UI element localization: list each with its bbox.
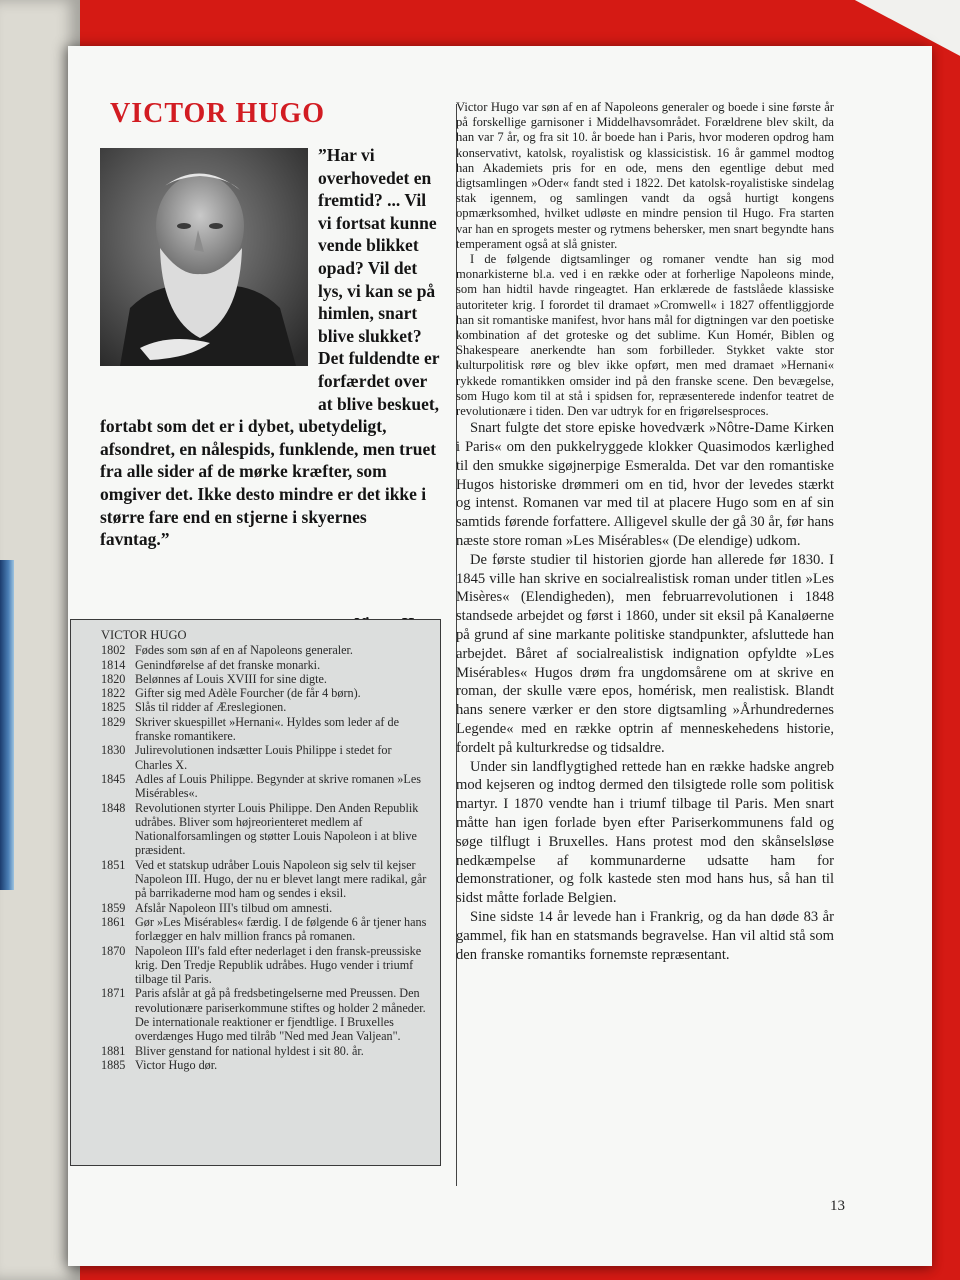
timeline-entry xyxy=(101,1044,430,1058)
timeline-year: 1814 xyxy=(101,657,126,672)
timeline-year: 1861 xyxy=(101,914,126,929)
timeline-entry xyxy=(101,915,430,944)
quote-block xyxy=(100,144,440,551)
timeline-entry xyxy=(101,700,430,714)
adjacent-page-image xyxy=(0,560,14,890)
timeline-header: VICTOR HUGO xyxy=(101,628,187,642)
timeline-entry xyxy=(101,901,430,915)
timeline-year: 1885 xyxy=(101,1057,126,1072)
timeline-entry xyxy=(101,672,430,686)
timeline-text: Victor Hugo dør. xyxy=(135,1057,218,1072)
timeline-year: 1870 xyxy=(101,943,126,958)
timeline-entry xyxy=(101,1058,430,1072)
timeline-year: 1881 xyxy=(101,1043,126,1058)
timeline-text: Gifter sig med Adèle Fourcher (de får 4 børn). xyxy=(135,686,361,701)
timeline-entry xyxy=(101,686,430,700)
timeline-text: Revolutionen styrter Louis Philippe. Den Anden Republik udråbes. Bliver som højreorienteret medlem af Nationalforsamlingen og støtter Louis Napoleon i at blive præsident. xyxy=(135,800,419,858)
page-title: VICTOR HUGO xyxy=(110,98,326,129)
magazine-page xyxy=(68,46,932,1266)
timeline-entry xyxy=(101,986,430,1043)
timeline-text: Afslår Napoleon III's tilbud om amnesti. xyxy=(135,900,333,915)
timeline-entry xyxy=(101,858,430,901)
timeline-year: 1859 xyxy=(101,900,126,915)
timeline-year: 1802 xyxy=(101,643,126,658)
timeline-text: Skriver skuespillet »Hernani«. Hyldes som leder af de franske romantikere. xyxy=(135,714,399,744)
article-paragraph: Victor Hugo var søn af en af Napoleons generaler og boede i sine første år på forskellige garnisoner i Middelhavsområdet. Forældrene blev skilt, da han var 7 år, og fra sit 10. år boede han i Paris, hvor moderen opdrog ham konservativt, katolsk, royalistisk og klassicistisk. 16 år gammel modtog han Akademiets pris for en ode, mens den egentlige debut med digtsamlingen »Oder« fandt sted i 1822. Det katolsk-royalistiske sindelag stak igennem, og samlingen vandt da også hurtigt kongens opmærksomhed, hvilket udløste en mindre pension til Hugo. Fra starten var han en sprogets mester og rytmens behersker, men snart begyndte hans temperament også at slå gnister. xyxy=(456,100,834,251)
timeline-text: Belønnes af Louis XVIII for sine digte. xyxy=(135,671,327,686)
timeline-text: Ved et statskup udråber Louis Napoleon sig selv til kejser Napoleon III. Hugo, der nu er blevet langt mere radikal, går på barrikaderne mod ham og sendes i eksil. xyxy=(135,857,427,901)
timeline-text: Fødes som søn af en af Napoleons generaler. xyxy=(135,643,353,658)
timeline-entry xyxy=(101,658,430,672)
timeline-text: Slås til ridder af Æreslegionen. xyxy=(135,700,287,715)
timeline-year: 1848 xyxy=(101,800,126,815)
article-column xyxy=(456,100,834,964)
timeline-entry xyxy=(101,772,430,801)
timeline-year: 1825 xyxy=(101,700,126,715)
quote-float-spacer xyxy=(100,144,318,400)
timeline-box xyxy=(70,619,441,1166)
quote-text: ”Har vi overhovedet en fremtid? ... Vil vi fortsat kunne vende blikket opad? Vil det lys, vi kan se på himlen, snart blive slukket? Det fuldendte er forfærdet over at blive beskuet, fortabt som det er i dybet, ubetydeligt, afsondret, en nålespids, funklende, men truet fra alle sider af de mørke kræfter, som omgiver det. Ikke desto mindre er det ikke i større fare end en stjerne i skyernes favntag.” xyxy=(100,145,440,550)
timeline-entry xyxy=(101,944,430,987)
timeline-text: Adles af Louis Philippe. Begynder at skrive romanen »Les Misérables«. xyxy=(135,771,422,801)
article-paragraph: Sine sidste 14 år levede han i Frankrig, og da han døde 83 år gammel, fik han en statsmands begravelse. Han vil altid stå som den franske romantiks fornemste repræsentant. xyxy=(456,908,834,963)
timeline-text: Genindførelse af det franske monarki. xyxy=(135,657,321,672)
timeline-text: Paris afslår at gå på fredsbetingelserne med Preussen. Den revolutionære pariserkommune stiftes og holder 2 måneder. De internationale reaktioner er fjendtlige. I Bruxelles overdænges Hugo med tilråb "Ned med Jean Valjean". xyxy=(135,986,426,1044)
timeline-year: 1871 xyxy=(101,986,126,1001)
article-paragraph: Snart fulgte det store episke hovedværk »Nôtre-Dame Kirken i Paris« om den pukkelryggede klokker Quasimodos kærlighed til den smukke sigøjnerpige Esmeralda. Det var den romantiske Hugos historiske drømmeri om en tid, hvor der levedes stærkt og intenst. Romanen var med til at placere Hugo som en af sin samtids førende forfattere. Alligevel skulle der gå 30 år, før hans næste store roman »Les Misérables« (De elendige) udkom. xyxy=(456,420,834,550)
timeline-year: 1829 xyxy=(101,714,126,729)
article-paragraph: I de følgende digtsamlinger og romaner vendte han sig mod monarkisterne bl.a. ved i en række oder at forherlige Napoleons minde, som han hidtil havde ringeagtet. Han erklærede de fastslåede klassiske autoriteter krig. I forordet til dramaet »Cromwell« i 1827 offentliggjorde han sit romantiske manifest, hvor hans mål for digtningen var den poetiske kombination af det groteske og det sublime. Kun Homér, Biblen og Shakespeare anerkendte han som forbilleder. Stykket vakte stor kulturpolitisk røre og blev ikke opført, men med dramaet »Hernani« rykkede romantikken omsider ind på den franske scene. Den bevægelse, som Hugo kom til at stå i spidsen for, repræsenterede indenfor teatret de revolutionære i tiden. Den var udtryk for en frigørelsesproces. xyxy=(456,252,834,419)
timeline-entry xyxy=(101,801,430,858)
timeline-year: 1851 xyxy=(101,857,126,872)
timeline-entry xyxy=(101,743,430,772)
timeline-year: 1820 xyxy=(101,671,126,686)
timeline-text: Julirevolutionen indsætter Louis Philippe i stedet for Charles X. xyxy=(135,743,392,772)
timeline-text: Gør »Les Misérables« færdig. I de følgende 6 år tjener hans forlægger en halv million francs på romanen. xyxy=(135,914,427,944)
timeline-text: Bliver genstand for national hyldest i sit 80. år. xyxy=(135,1043,364,1058)
timeline-year: 1822 xyxy=(101,686,126,701)
timeline-text: Napoleon III's fald efter nederlaget i den fransk-preussiske krig. Den Tredje Republik udråbes. Hugo vender i triumf tilbage til Paris. xyxy=(135,943,422,987)
article-paragraph: De første studier til historien gjorde han allerede før 1830. I 1845 ville han skrive en socialrealistisk roman under titlen »Les Misères« (Elendigheden), men februarrevolutionen i 1848 standsede arbejdet og først i 1860, under sit eksil på Kanaløerne på grund af sine markante politiske standpunkter, afsluttede han arbejdet. Båret af socialrealistisk indignation opfyldte »Les Misérables« Hugos drøm fra ungdomsårene om at skrive en roman, der skulle være epos, homérisk, men realistisk. Blandt hans senere værker er den store digtsamling »Århundredernes Legende« med en række optrin af menneskehedens historie, fordelt på kulturkredse og tidsaldre. xyxy=(456,551,834,756)
timeline-year: 1845 xyxy=(101,771,126,786)
timeline-entry xyxy=(101,715,430,744)
page-number: 13 xyxy=(830,1198,845,1214)
article-paragraph: Under sin landflygtighed rettede han en række hadske angreb mod kejseren og indtog dermed den tilsigtede rolle som politisk martyr. I 1870 vendte han i triumf tilbage til Paris. Men snart måtte han igen forlade byen efter Pariserkommunens fald og søge tilflugt i Bruxelles. Hans protest mod den skånselsløse nedkæmpelse af kommunarderne udsatte ham for demonstrationer, og folk kastede sten mod hans hus, så han til sidst måtte forlade Belgien. xyxy=(456,758,834,907)
timeline-entry xyxy=(101,643,430,657)
timeline-year: 1830 xyxy=(101,743,126,758)
